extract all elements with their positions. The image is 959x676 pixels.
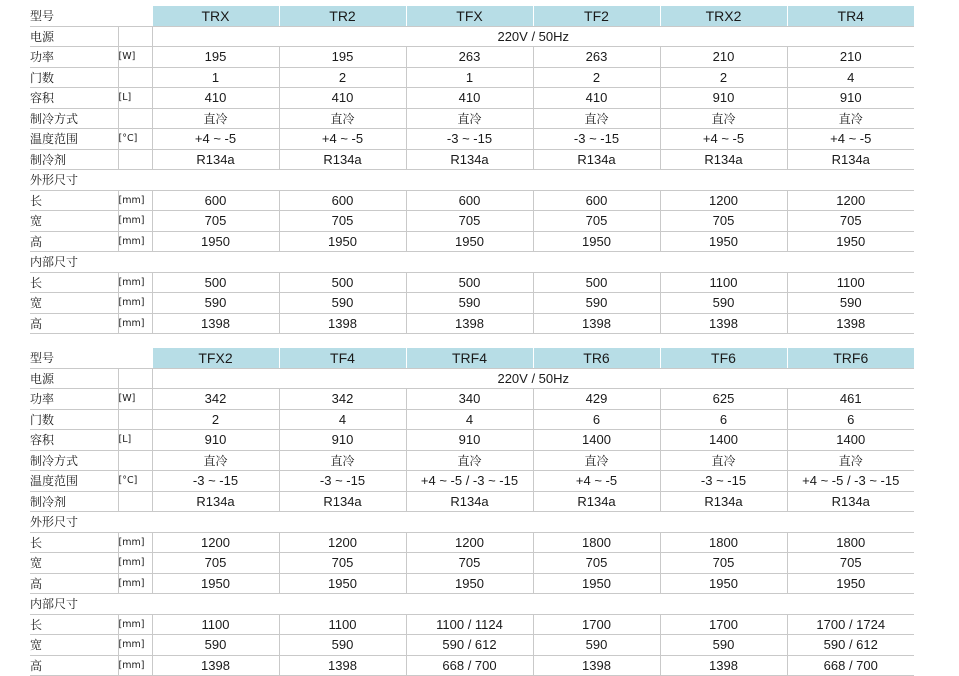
row-label-cooling: 制冷方式 [30,108,118,129]
unit-mm: [mm] [118,272,152,293]
table-cell: 1100 [787,272,914,293]
table-cell: 590 [660,293,787,314]
table-cell: 500 [533,272,660,293]
outer-width-row [30,211,914,232]
table-cell: 600 [152,190,279,211]
unit-mm: [mm] [118,614,152,635]
unit-cell [118,409,152,430]
table-cell: +4 ~ -5 [152,129,279,150]
row-label-volume: 容积 [30,430,118,451]
table-cell: 1700 [660,614,787,635]
table-cell: 705 [660,211,787,232]
row-label-volume: 容积 [30,88,118,109]
row-label-doors: 门数 [30,67,118,88]
table-cell: -3 ~ -15 [152,471,279,492]
table-cell: 590 / 612 [787,635,914,656]
row-label-power-supply: 电源 [30,26,118,47]
row-label-length: 长 [30,614,118,635]
table-cell: 6 [787,409,914,430]
table-cell: 1700 [533,614,660,635]
table-cell: 1200 [279,532,406,553]
outer-height-row [30,231,914,252]
unit-power: [W] [118,389,152,410]
table-cell: 4 [406,409,533,430]
table-cell: 1398 [787,313,914,334]
row-label-refrigerant: 制冷剂 [30,491,118,512]
table-cell: 直冷 [660,108,787,129]
unit-cell [118,252,152,273]
row-label-model: 型号 [30,6,118,26]
table-cell: -3 ~ -15 [660,471,787,492]
outer-length-row [30,190,914,211]
table-cell: 410 [533,88,660,109]
row-label-refrigerant: 制冷剂 [30,149,118,170]
table-cell: 910 [787,88,914,109]
row-label-inner-dims: 内部尺寸 [30,594,118,615]
section-filler [152,594,914,615]
row-label-inner-dims: 内部尺寸 [30,252,118,273]
table-cell: 6 [660,409,787,430]
table-cell: 705 [787,211,914,232]
table-cell: 340 [406,389,533,410]
table-cell: 1100 [660,272,787,293]
table-cell: 342 [152,389,279,410]
table-cell: R134a [533,149,660,170]
table-cell: +4 ~ -5 / -3 ~ -15 [787,471,914,492]
unit-cell [118,512,152,533]
unit-cell [118,149,152,170]
row-label-power: 功率 [30,389,118,410]
table-cell: 590 [279,293,406,314]
row-label-model: 型号 [30,348,118,368]
table-cell: 直冷 [406,108,533,129]
spec-table-2 [30,348,914,676]
model-header: TR6 [533,348,660,368]
model-header: TF2 [533,6,660,26]
unit-cell [118,6,152,26]
table-cell: 705 [279,553,406,574]
unit-power: [W] [118,47,152,68]
table-cell: 1700 / 1724 [787,614,914,635]
table-cell: 1100 / 1124 [406,614,533,635]
unit-cell [118,26,152,47]
row-label-height: 高 [30,655,118,676]
model-header: TRF4 [406,348,533,368]
table-cell: R134a [533,491,660,512]
table-cell: 705 [406,211,533,232]
outer-length-row [30,532,914,553]
row-label-power: 功率 [30,47,118,68]
row-label-height: 高 [30,231,118,252]
power-supply-value: 220V / 50Hz [152,368,914,389]
table-cell: -3 ~ -15 [533,129,660,150]
inner-length-row [30,272,914,293]
inner-dims-section-row [30,252,914,273]
model-header: TFX2 [152,348,279,368]
power-row [30,389,914,410]
table-cell: 2 [533,67,660,88]
table-cell: 500 [152,272,279,293]
table-cell: 625 [660,389,787,410]
unit-mm: [mm] [118,553,152,574]
power-row [30,47,914,68]
doors-row [30,409,914,430]
cooling-row [30,108,914,129]
unit-cell [118,67,152,88]
table-cell: 195 [279,47,406,68]
volume-row [30,430,914,451]
table-cell: 500 [279,272,406,293]
row-label-cooling: 制冷方式 [30,450,118,471]
table-cell: 500 [406,272,533,293]
table-cell: 590 [533,293,660,314]
unit-mm: [mm] [118,655,152,676]
table-cell: +4 ~ -5 [533,471,660,492]
temp-range-row [30,129,914,150]
row-label-length: 长 [30,272,118,293]
table-cell: 1100 [279,614,406,635]
table-cell: 直冷 [152,450,279,471]
row-label-width: 宽 [30,211,118,232]
table-cell: 668 / 700 [406,655,533,676]
row-label-width: 宽 [30,635,118,656]
table-cell: 1398 [533,655,660,676]
unit-cell [118,491,152,512]
table-cell: 590 / 612 [406,635,533,656]
table-cell: 1398 [660,655,787,676]
temp-range-row [30,471,914,492]
table-cell: 1 [152,67,279,88]
table-cell: R134a [660,149,787,170]
row-label-power-supply: 电源 [30,368,118,389]
table-cell: 910 [660,88,787,109]
table-cell: 429 [533,389,660,410]
model-header: TR4 [787,6,914,26]
model-row [30,6,914,26]
table-cell: 2 [152,409,279,430]
table-cell: 410 [406,88,533,109]
table-cell: 705 [533,553,660,574]
table-cell: 210 [787,47,914,68]
table-cell: 1400 [660,430,787,451]
unit-mm: [mm] [118,190,152,211]
table-cell: 直冷 [787,450,914,471]
table-cell: 590 [660,635,787,656]
unit-cell [118,348,152,368]
table-cell: 1398 [279,313,406,334]
table-cell: 1398 [660,313,787,334]
table-cell: 4 [787,67,914,88]
table-cell: 1950 [406,231,533,252]
table-cell: R134a [279,491,406,512]
row-label-width: 宽 [30,553,118,574]
table-cell: R134a [406,149,533,170]
row-label-outer-dims: 外形尺寸 [30,170,118,191]
table-cell: 1398 [152,655,279,676]
table-cell: R134a [406,491,533,512]
table-cell: 668 / 700 [787,655,914,676]
table-cell: 1950 [787,573,914,594]
outer-dims-section-row [30,170,914,191]
spec-table-1 [30,6,914,334]
table-cell: 1950 [152,231,279,252]
table-cell: 1950 [787,231,914,252]
table-cell: 910 [406,430,533,451]
table-cell: 910 [152,430,279,451]
row-label-outer-dims: 外形尺寸 [30,512,118,533]
inner-dims-section-row [30,594,914,615]
row-label-height: 高 [30,573,118,594]
table-cell: 1950 [660,231,787,252]
model-header: TF4 [279,348,406,368]
unit-temp: [°C] [118,129,152,150]
power-supply-row [30,368,914,389]
section-filler [152,252,914,273]
table-cell: +4 ~ -5 [279,129,406,150]
unit-cell [118,170,152,191]
table-cell: +4 ~ -5 [660,129,787,150]
inner-width-row [30,635,914,656]
row-label-width: 宽 [30,293,118,314]
table-cell: 直冷 [279,108,406,129]
table-cell: 4 [279,409,406,430]
table-cell: 1950 [279,573,406,594]
table-cell: 705 [279,211,406,232]
model-header: TRX [152,6,279,26]
refrigerant-row [30,149,914,170]
refrigerant-row [30,491,914,512]
table-cell: 1200 [406,532,533,553]
row-label-length: 长 [30,532,118,553]
table-cell: 195 [152,47,279,68]
table-cell: 705 [152,553,279,574]
table-cell: 1950 [152,573,279,594]
unit-cell [118,368,152,389]
row-label-height: 高 [30,313,118,334]
table-cell: 1398 [279,655,406,676]
table-cell: R134a [787,491,914,512]
table-cell: 590 [279,635,406,656]
unit-mm: [mm] [118,293,152,314]
table-cell: 6 [533,409,660,430]
unit-cell [118,450,152,471]
table-cell: 直冷 [152,108,279,129]
table-cell: 590 [787,293,914,314]
table-cell: 590 [533,635,660,656]
inner-height-row [30,313,914,334]
unit-cell [118,594,152,615]
table-cell: 1100 [152,614,279,635]
section-filler [152,170,914,191]
model-header: TFX [406,6,533,26]
table-cell: 705 [406,553,533,574]
inner-length-row [30,614,914,635]
unit-mm: [mm] [118,231,152,252]
table-cell: +4 ~ -5 / -3 ~ -15 [406,471,533,492]
table-cell: 600 [406,190,533,211]
row-label-temp-range: 温度范围 [30,129,118,150]
table-cell: 1 [406,67,533,88]
outer-dims-section-row [30,512,914,533]
table-cell: R134a [152,491,279,512]
model-header: TR2 [279,6,406,26]
model-row [30,348,914,368]
table-cell: 705 [152,211,279,232]
table-cell: 590 [152,293,279,314]
table-cell: 263 [533,47,660,68]
table-cell: 1800 [787,532,914,553]
table-cell: 1200 [152,532,279,553]
table-cell: -3 ~ -15 [279,471,406,492]
unit-volume: [L] [118,430,152,451]
model-header: TRF6 [787,348,914,368]
table-cell: 1400 [533,430,660,451]
doors-row [30,67,914,88]
table-cell: 590 [152,635,279,656]
table-cell: 910 [279,430,406,451]
cooling-row [30,450,914,471]
power-supply-row [30,26,914,47]
table-cell: 直冷 [533,108,660,129]
table-cell: 1950 [533,573,660,594]
table-cell: 600 [279,190,406,211]
table-cell: 1200 [660,190,787,211]
table-cell: 直冷 [533,450,660,471]
section-filler [152,512,914,533]
table-cell: 1950 [660,573,787,594]
unit-mm: [mm] [118,573,152,594]
table-cell: 1950 [406,573,533,594]
outer-width-row [30,553,914,574]
model-header: TF6 [660,348,787,368]
table-cell: 1400 [787,430,914,451]
unit-mm: [mm] [118,211,152,232]
table-cell: 263 [406,47,533,68]
table-cell: 1398 [533,313,660,334]
inner-height-row [30,655,914,676]
unit-mm: [mm] [118,313,152,334]
table-cell: 直冷 [660,450,787,471]
table-cell: 705 [787,553,914,574]
unit-temp: [°C] [118,471,152,492]
table-cell: 1398 [406,313,533,334]
inner-width-row [30,293,914,314]
table-cell: 590 [406,293,533,314]
row-label-length: 长 [30,190,118,211]
table-cell: 2 [279,67,406,88]
table-cell: 600 [533,190,660,211]
row-label-doors: 门数 [30,409,118,430]
unit-mm: [mm] [118,532,152,553]
table-cell: 1200 [787,190,914,211]
table-cell: 1950 [533,231,660,252]
table-cell: 210 [660,47,787,68]
table-cell: 410 [279,88,406,109]
table-cell: 705 [533,211,660,232]
table-cell: 直冷 [279,450,406,471]
table-cell: 705 [660,553,787,574]
table-cell: +4 ~ -5 [787,129,914,150]
table-cell: R134a [152,149,279,170]
table-cell: 410 [152,88,279,109]
table-cell: 1800 [533,532,660,553]
table-cell: -3 ~ -15 [406,129,533,150]
table-cell: 461 [787,389,914,410]
table-cell: 直冷 [406,450,533,471]
power-supply-value: 220V / 50Hz [152,26,914,47]
table-cell: 342 [279,389,406,410]
table-cell: 1398 [152,313,279,334]
outer-height-row [30,573,914,594]
table-cell: R134a [279,149,406,170]
unit-mm: [mm] [118,635,152,656]
table-cell: 2 [660,67,787,88]
unit-cell [118,108,152,129]
unit-volume: [L] [118,88,152,109]
table-cell: 直冷 [787,108,914,129]
row-label-temp-range: 温度范围 [30,471,118,492]
table-cell: 1950 [279,231,406,252]
volume-row [30,88,914,109]
model-header: TRX2 [660,6,787,26]
table-cell: R134a [787,149,914,170]
table-cell: R134a [660,491,787,512]
table-cell: 1800 [660,532,787,553]
